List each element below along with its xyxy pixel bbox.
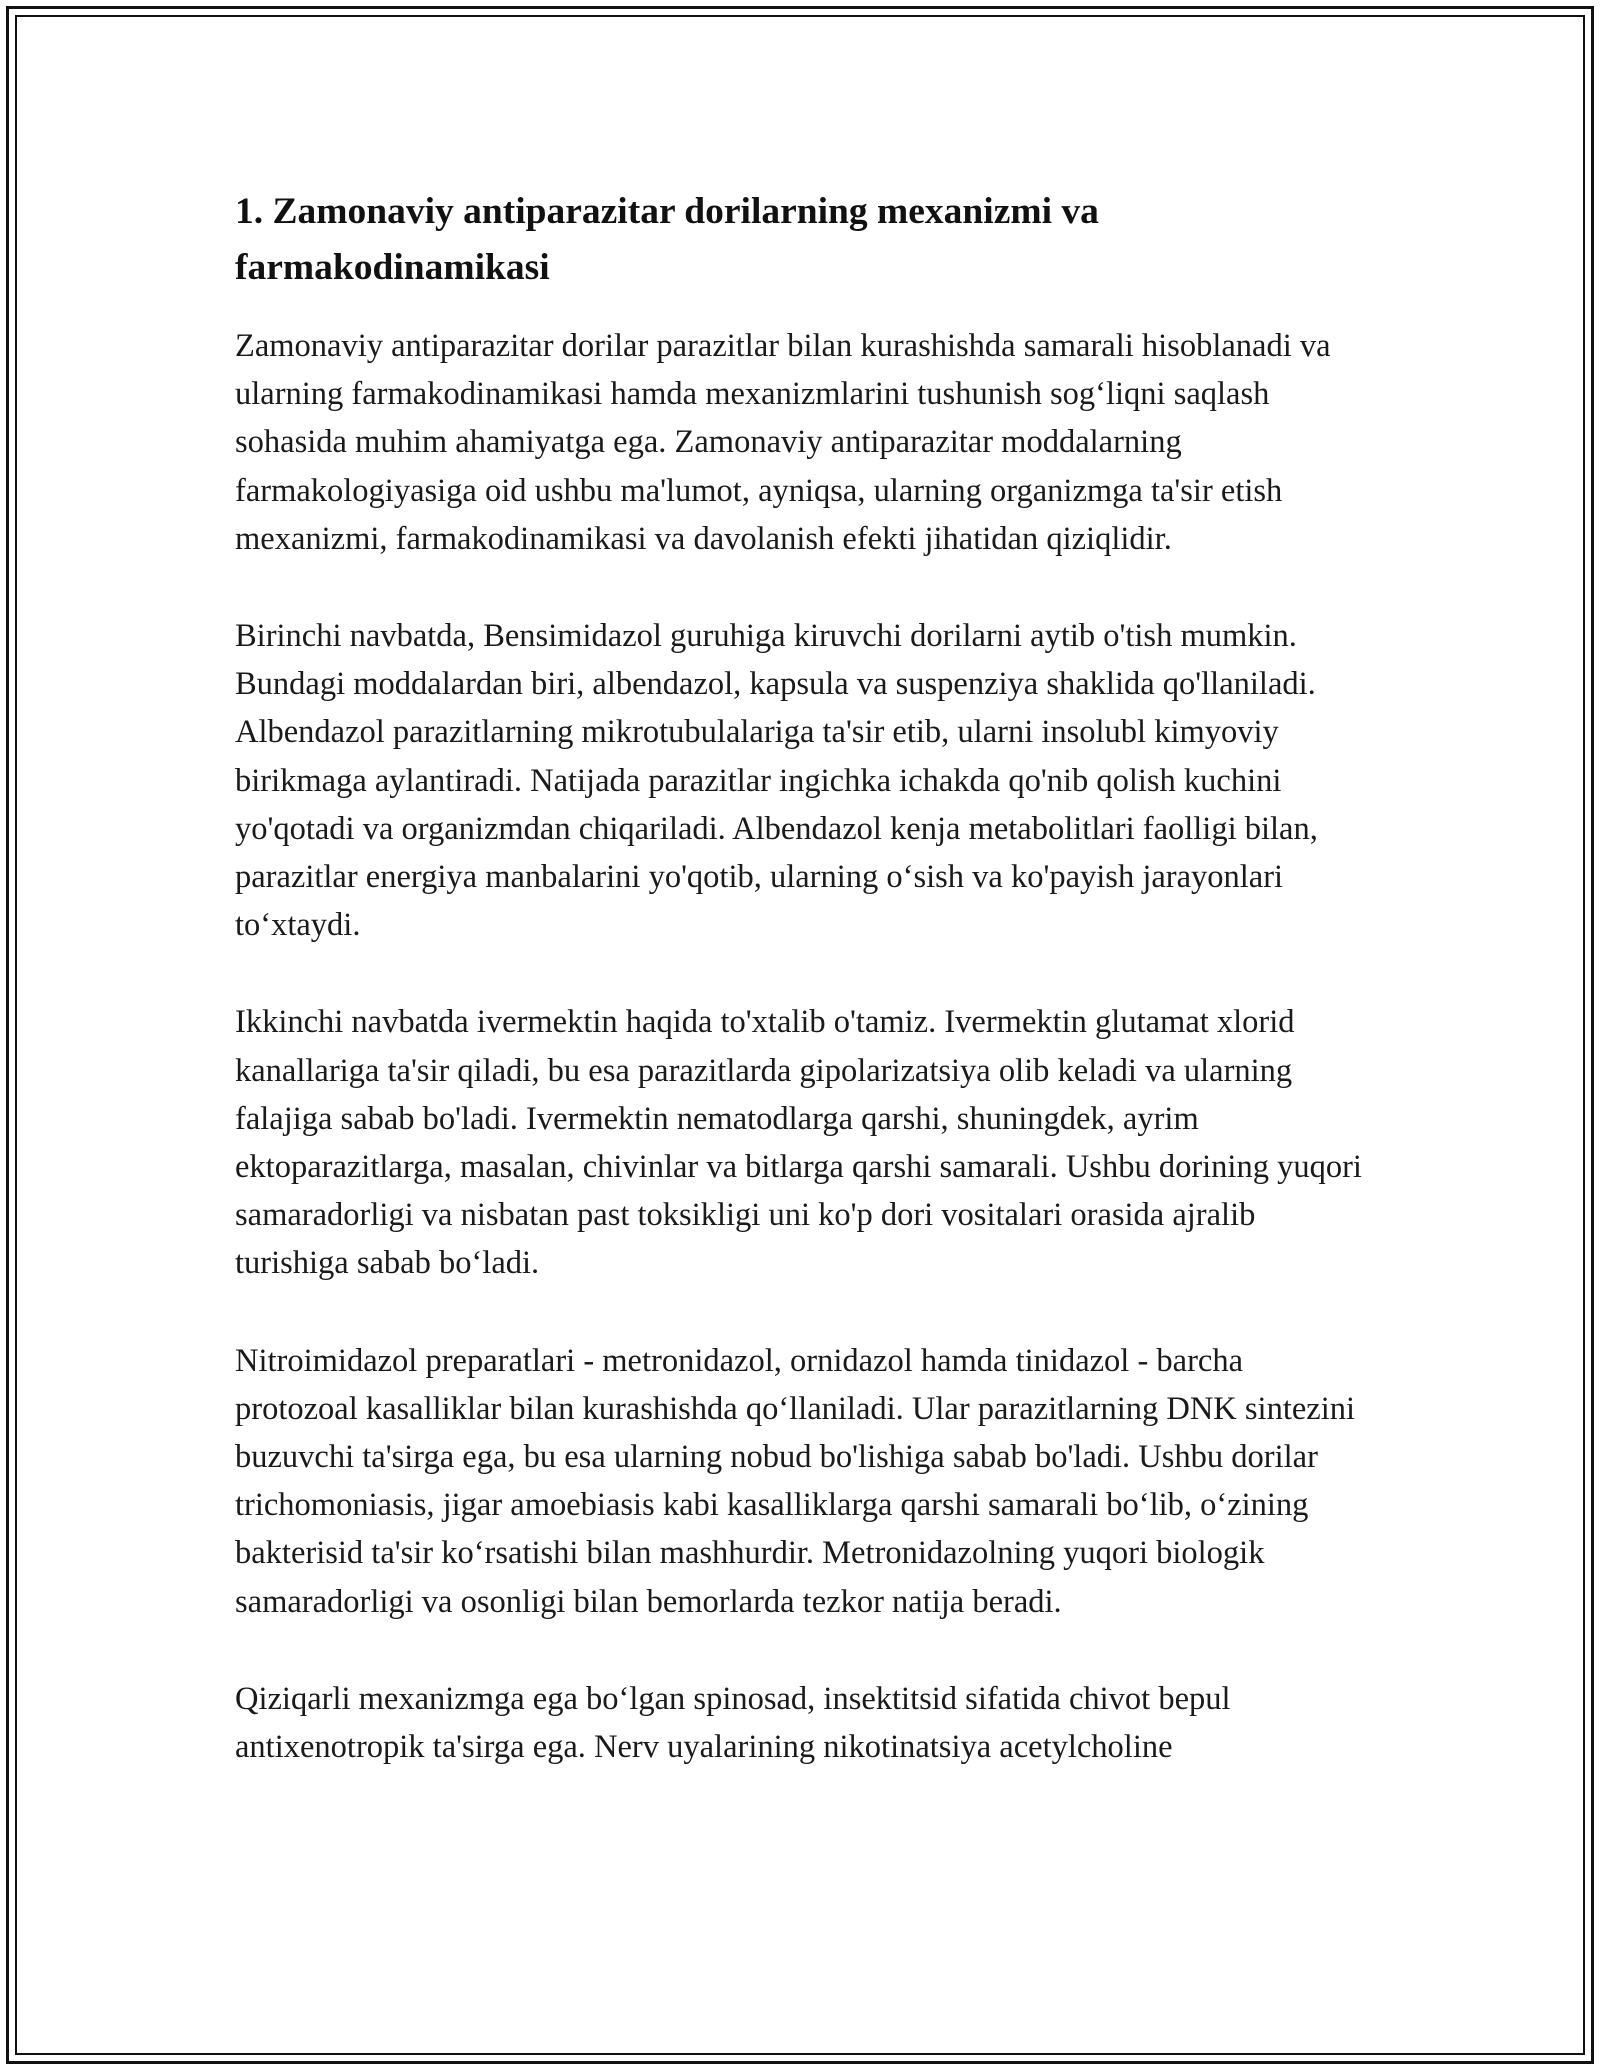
paragraph-4: Nitroimidazol preparatlari - metronidazol, ornidazol hamda tinidazol - barcha protozoal kasalliklar bilan kurashishda qo‘llaniladi. Ular parazitlarning DNK sintezini buzuvchi ta'sirga ega, bu esa ularning nobud bo'lishiga sabab bo'ladi. Ushbu dorilar trichomoniasis, jigar amoebiasis kabi kasalliklarga qarshi samarali bo‘lib, o‘zining bakterisid ta'sir ko‘rsatishi bilan mashhurdir. Metronidazolning yuqori biologik samaradorligi va osonligi bilan bemorlarda tezkor natija beradi. bbox=[235, 1342, 1356, 1620]
paragraph-3: Ikkinchi navbatda ivermektin haqida to'xtalib o'tamiz. Ivermektin glutamat xlorid kanallariga ta'sir qiladi, bu esa parazitlarda gipolarizatsiya olib keladi va ularning falajiga sabab bo'ladi. Ivermektin nematodlarga qarshi, shuningdek, ayrim ektoparazitlarga, masalan, chivinlar va bitlarga qarshi samarali. Ushbu dorining yuqori samaradorligi va nisbatan past toksikligi uni ko'p dori vositalari orasida ajralib turishiga sabab bo‘ladi. bbox=[235, 1004, 1362, 1282]
paragraph-2: Birinchi navbatda, Bensimidazol guruhiga kiruvchi dorilarni aytib o'tish mumkin. Bundagi moddalardan biri, albendazol, kapsula va suspenziya shaklida qo'llaniladi. Albendazol parazitlarning mikrotubulalariga ta'sir etib, ularni insolubl kimyoviy birikmaga aylantiradi. Natijada parazitlar ingichka ichakda qo'nib qolish kuchini yo'qotadi va organizmdan chiqariladi. Albendazol kenja metabolitlari faolligi bilan, parazitlar energiya manbalarini yo'qotib, ularning o‘sish va ko'payish jarayonlari to‘xtaydi. bbox=[235, 618, 1318, 944]
section-title: 1. Zamonaviy antiparazitar dorilarning mexanizmi va farmakodinamikasi bbox=[235, 191, 1099, 288]
paragraph-1: Zamonaviy antiparazitar dorilar parazitlar bilan kurashishda samarali hisoblanadi va ularning farmakodinamikasi hamda mexanizmlarini tushunish sog‘liqni saqlash sohasida muhim ahamiyatga ega. Zamonaviy antiparazitar moddalarning farmakologiyasiga oid ushbu ma'lumot, ayniqsa, ularning organizmga ta'sir etish mexanizmi, farmakodinamikasi va davolanish efekti jihatidan qiziqlidir. bbox=[235, 328, 1331, 557]
document-body bbox=[235, 184, 1370, 1820]
paragraph-5: Qiziqarli mexanizmga ega bo‘lgan spinosad, insektitsid sifatida chivot bepul antixenotropik ta'sirga ega. Nerv uyalarining nikotinatsiya acetylcholine bbox=[235, 1680, 1231, 1766]
